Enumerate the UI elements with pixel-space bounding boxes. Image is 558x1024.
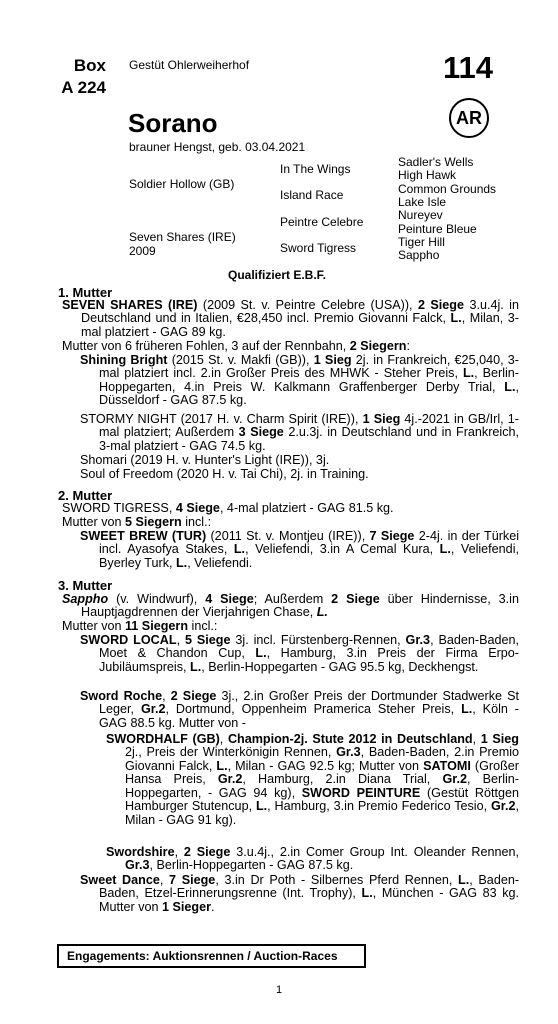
offspring-entry: Sweet Dance, 7 Siege, 3.in Dr Poth - Silbernes Pferd Rennen, L., Baden-Baden, Etzel-Erinnerungsrenne (Int. Trophy), L., München - GAG 83 kg. Mutter von 1 Sieger.	[80, 873, 520, 914]
offspring-entry: STORMY NIGHT (2017 H. v. Charm Spirit (IRE)), 1 Sieg 4j.-2021 in GB/Irl, 1-mal platziert; Außerdem 3 Siege 2.u.3j. in Deutschland und in Frankreich, 3-mal platziert - GAG 74.5 kg.	[80, 412, 520, 453]
offspring-entry: SWEET BREW (TUR) (2011 St. v. Montjeu (IRE)), 7 Siege 2-4j. in der Türkei incl. Ayasofya Stakes, L., Veliefendi, 3.in A Cemal Kura, L., Veliefendi, Byerley Turk, L., Veliefendi.	[80, 529, 520, 570]
dam-entry: SWORD TIGRESS, 4 Siege, 4-mal platziert - GAG 81.5 kg.	[62, 501, 394, 515]
pedigree-gen2: Peintre Celebre	[280, 215, 364, 229]
ar-badge: AR	[449, 98, 489, 138]
offspring-summary: Mutter von 6 früheren Fohlen, 3 auf der Rennbahn, 2 Siegern:	[62, 339, 410, 353]
engagements-box: Engagements: Auktionsrennen / Auction-Races	[57, 944, 366, 968]
pedigree-gen3: Sadler's Wells	[398, 155, 474, 169]
dam-entry: Sappho (v. Windwurf), 4 Siege; Außerdem 2 Siege über Hindernisse, 3.in Hauptjagdrennen der Vierjahrigen Chase, L.	[62, 592, 519, 620]
lot-number: 114	[443, 50, 494, 85]
horse-description: brauner Hengst, geb. 03.04.2021	[129, 140, 306, 154]
pedigree-gen3: Peinture Bleue	[398, 222, 477, 236]
pedigree-gen2: In The Wings	[280, 162, 351, 176]
pedigree-dam-year: 2009	[129, 244, 156, 258]
page-number: 1	[276, 984, 283, 996]
pedigree-gen2: Sword Tigress	[280, 241, 357, 255]
offspring-entry: Shomari (2019 H. v. Hunter's Light (IRE)), 3j.	[80, 453, 330, 467]
pedigree-gen3: Nureyev	[398, 208, 443, 222]
section-heading: 1. Mutter	[58, 285, 113, 300]
dam-entry: SEVEN SHARES (IRE) (2009 St. v. Peintre Celebre (USA)), 2 Siege 3.u.4j. in Deutschland und in Italien, €28,450 incl. Premio Giovanni Falck, L., Milan, 3-mal platziert - GAG 89 kg.	[62, 298, 519, 339]
pedigree-gen3: High Hawk	[398, 168, 457, 182]
offspring-entry: Shining Bright (2015 St. v. Makfi (GB)), 1 Sieg 2j. in Frankreich, €25,040, 3-mal platziert incl. 2.in Großer Preis des MHWK - Steher Preis, L., Berlin-Hoppegarten, 4.in Preis W. Kalkmann Graffenberger Derby Trial, L., Düsseldorf - GAG 87.5 kg.	[80, 353, 520, 408]
offspring-entry: Soul of Freedom (2020 H. v. Tai Chi), 2j. in Training.	[80, 467, 369, 481]
offspring-entry: SWORD LOCAL, 5 Siege 3j. incl. Fürstenberg-Rennen, Gr.3, Baden-Baden, Moet & Chandon Cup, L., Hamburg, 3.in Preis der Firma Erpo-Jubiläumspreis, L., Berlin-Hoppegarten - GAG 95.5 kg, Deckhengst.	[80, 633, 519, 674]
grand-offspring-entry: SWORDHALF (GB), Champion-2j. Stute 2012 in Deutschland, 1 Sieg 2j., Preis der Winterkönigin Rennen, Gr.3, Baden-Baden, 2.in Premio Giovanni Falck, L., Milan - GAG 92.5 kg; Mutter von SATOMI (Großer Hansa Preis, Gr.2, Hamburg, 2.in Diana Trial, Gr.2, Berlin-Hoppegarten, - GAG 94 kg), SWORD PEINTURE (Gestüt Röttgen Hamburger Stutencup, L., Hamburg, 3.in Premio Federico Tesio, Gr.2, Milan - GAG 91 kg).	[106, 732, 520, 827]
offspring-entry: Sword Roche, 2 Siege 3j., 2.in Großer Preis der Dortmunder Stadwerke St Leger, Gr.2, Dortmund, Oppenheim Pramerica Steher Preis, L., Köln - GAG 88.5 kg. Mutter von -	[80, 689, 520, 730]
box-number: A 224	[61, 78, 106, 97]
breeder: Gestüt Ohlerweiherhof	[129, 58, 250, 72]
pedigree-gen3: Lake Isle	[398, 195, 447, 209]
offspring-summary: Mutter von 5 Siegern incl.:	[62, 515, 212, 529]
qualification: Qualifiziert E.B.F.	[228, 268, 327, 282]
pedigree-sire: Soldier Hollow (GB)	[129, 177, 235, 191]
section-heading: 2. Mutter	[58, 488, 113, 503]
grand-offspring-entry: Swordshire, 2 Siege 3.u.4j., 2.in Comer Group Int. Oleander Rennen, Gr.3, Berlin-Hoppegarten - GAG 87.5 kg.	[106, 845, 519, 873]
section-heading: 3. Mutter	[58, 578, 113, 593]
pedigree-dam: Seven Shares (IRE)	[129, 230, 236, 244]
pedigree-gen2: Island Race	[280, 188, 344, 202]
offspring-summary: Mutter von 11 Siegern incl.:	[62, 619, 218, 633]
pedigree-gen3: Tiger Hill	[398, 235, 445, 249]
pedigree-gen3: Sappho	[398, 248, 440, 262]
box-label: Box	[73, 56, 106, 75]
pedigree-gen3: Common Grounds	[398, 182, 497, 196]
horse-name: Sorano	[128, 108, 218, 138]
